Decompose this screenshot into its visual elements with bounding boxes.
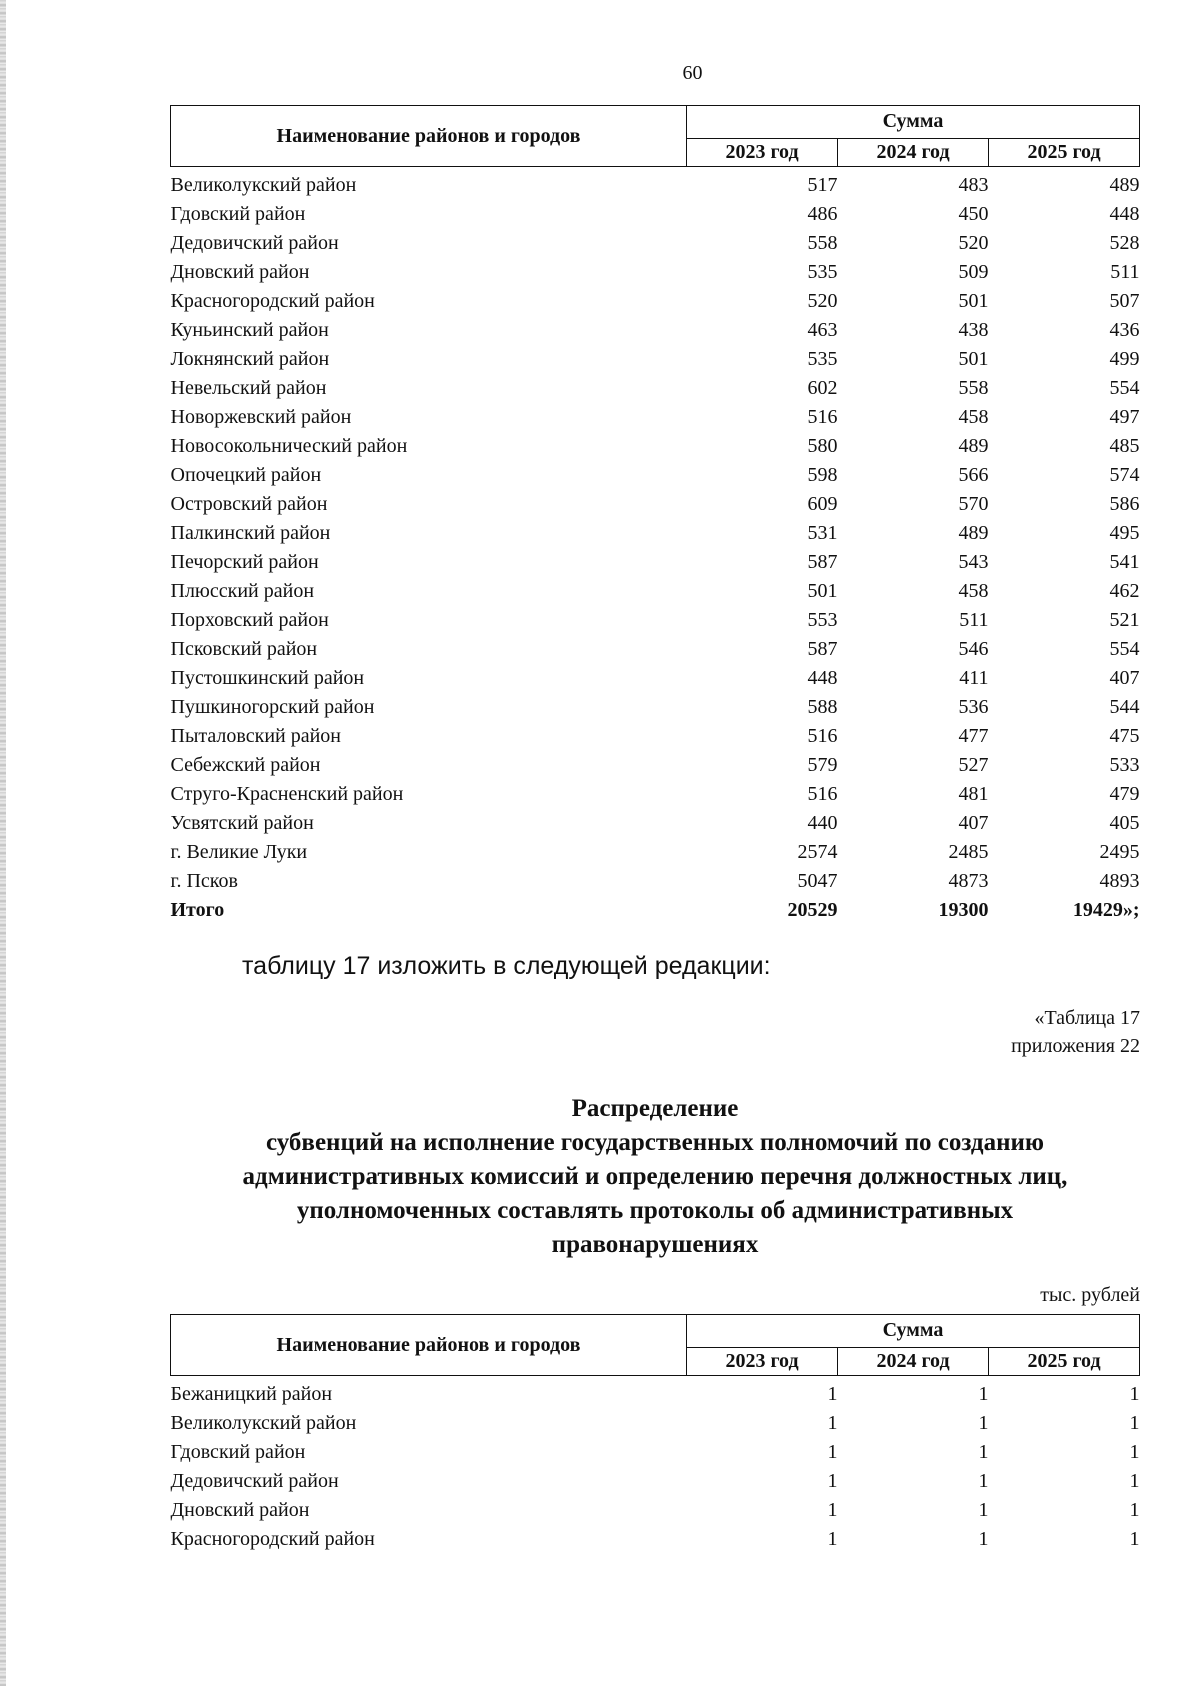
amount-2023: 20529 — [787, 899, 838, 921]
amount-2024: 481 — [958, 783, 989, 805]
amount-2023: 516 — [807, 783, 838, 805]
table-row — [171, 196, 1140, 225]
district-name: г. Псков — [170, 870, 238, 892]
table-caption-number: «Таблица 17 — [1034, 1007, 1140, 1029]
district-name: Красногородский район — [170, 1528, 375, 1550]
district-name: Струго-Красненский район — [170, 783, 404, 805]
table-heading — [170, 1092, 1140, 1262]
amount-2025: 1 — [1129, 1383, 1140, 1405]
table-row — [171, 515, 1140, 544]
table-total-row — [171, 892, 1140, 921]
district-name: Новоржевский район — [170, 406, 352, 428]
amount-2025: 1 — [1129, 1412, 1140, 1434]
table-row — [171, 341, 1140, 370]
column-header-2025: 2025 год — [989, 138, 1140, 166]
amount-2023: 520 — [807, 290, 838, 312]
district-name: Печорский район — [170, 551, 319, 573]
amount-2024: 489 — [958, 435, 989, 457]
amount-2024: 511 — [959, 609, 989, 631]
amount-2025: 533 — [1109, 754, 1140, 776]
amount-2025: 1 — [1129, 1499, 1140, 1521]
amount-2023: 531 — [807, 522, 838, 544]
table-body — [171, 167, 1140, 922]
table-row — [171, 573, 1140, 602]
amount-2024: 546 — [958, 638, 989, 660]
amount-2023: 587 — [807, 638, 838, 660]
amount-2024: 520 — [958, 232, 989, 254]
district-name: Островский район — [170, 493, 328, 515]
table-row — [171, 718, 1140, 747]
amount-2023: 609 — [807, 493, 838, 515]
amount-2023: 463 — [807, 319, 838, 341]
amount-2024: 1 — [978, 1499, 989, 1521]
district-name: Пустошкинский район — [170, 667, 365, 689]
district-name: г. Великие Луки — [170, 841, 308, 863]
amount-2025: 1 — [1129, 1470, 1140, 1492]
district-name: Пыталовский район — [170, 725, 342, 747]
table-row — [171, 805, 1140, 834]
column-header-2024: 2024 год — [838, 1347, 989, 1375]
table-row — [171, 283, 1140, 312]
district-name: Дедовичский район — [170, 1470, 339, 1492]
table-row — [171, 312, 1140, 341]
column-header-2025: 2025 год — [989, 1347, 1140, 1375]
amount-2025: 405 — [1109, 812, 1140, 834]
table-row — [171, 399, 1140, 428]
table-row — [171, 486, 1140, 515]
amount-2025: 544 — [1109, 696, 1140, 718]
amount-2025: 511 — [1110, 261, 1140, 283]
amount-2024: 19300 — [938, 899, 989, 921]
heading-line: субвенций на исполнение государственных полномочий по созданию — [266, 1129, 1044, 1156]
amount-2025: 528 — [1109, 232, 1140, 254]
amount-2023: 579 — [807, 754, 838, 776]
amount-2023: 535 — [807, 348, 838, 370]
amount-2024: 566 — [958, 464, 989, 486]
amount-2025: 521 — [1109, 609, 1140, 631]
district-name: Красногородский район — [170, 290, 375, 312]
amount-2024: 501 — [958, 290, 989, 312]
amount-2024: 4873 — [948, 870, 989, 892]
amount-2025: 507 — [1109, 290, 1140, 312]
amount-2024: 1 — [978, 1470, 989, 1492]
amount-2023: 1 — [827, 1528, 838, 1550]
amount-2023: 580 — [807, 435, 838, 457]
amount-2024: 1 — [978, 1441, 989, 1463]
table-row — [171, 1405, 1140, 1434]
table-row — [171, 689, 1140, 718]
column-header-sum: Сумма — [687, 106, 1140, 139]
amount-2025: 1 — [1129, 1441, 1140, 1463]
table-body — [171, 1376, 1140, 1551]
amount-2025: 407 — [1109, 667, 1140, 689]
district-name: Великолукский район — [170, 174, 357, 196]
amount-2024: 450 — [958, 203, 989, 225]
table-row — [171, 1376, 1140, 1406]
table-row — [171, 225, 1140, 254]
table-row — [171, 834, 1140, 863]
amount-2024: 543 — [958, 551, 989, 573]
district-name: Великолукский район — [170, 1412, 357, 1434]
district-name: Порховский район — [170, 609, 329, 631]
district-name: Усвятский район — [170, 812, 314, 834]
district-name: Дновский район — [170, 261, 310, 283]
district-name: Дновский район — [170, 1499, 310, 1521]
amount-2025: 448 — [1109, 203, 1140, 225]
amount-2023: 516 — [807, 725, 838, 747]
table-row — [171, 1492, 1140, 1521]
table-row — [171, 254, 1140, 283]
table-row — [171, 602, 1140, 631]
column-header-name: Наименование районов и городов — [171, 1315, 687, 1376]
amount-2023: 501 — [807, 580, 838, 602]
district-name: Пушкиногорский район — [170, 696, 375, 718]
amount-2024: 458 — [958, 406, 989, 428]
amount-2023: 1 — [827, 1383, 838, 1405]
district-name: Новосокольнический район — [170, 435, 408, 457]
unit-label: тыс. рублей — [1040, 1284, 1140, 1306]
amount-2025: 554 — [1109, 638, 1140, 660]
amount-2025: 485 — [1109, 435, 1140, 457]
amount-2024: 1 — [978, 1383, 989, 1405]
amount-2025: 541 — [1109, 551, 1140, 573]
amount-2024: 411 — [959, 667, 989, 689]
amount-2023: 553 — [807, 609, 838, 631]
column-header-2024: 2024 год — [838, 138, 989, 166]
column-header-2023: 2023 год — [687, 138, 838, 166]
district-name: Псковский район — [170, 638, 318, 660]
amount-2023: 588 — [807, 696, 838, 718]
district-name: Гдовский район — [170, 203, 306, 225]
amount-2024: 483 — [958, 174, 989, 196]
column-header-2023: 2023 год — [687, 1347, 838, 1375]
amount-2023: 516 — [807, 406, 838, 428]
amount-2023: 448 — [807, 667, 838, 689]
amount-2023: 2574 — [797, 841, 838, 863]
table-row — [171, 428, 1140, 457]
heading-line: правонарушениях — [551, 1231, 759, 1258]
amount-2024: 489 — [958, 522, 989, 544]
table-row — [171, 747, 1140, 776]
admin-commissions-table — [170, 1314, 1140, 1550]
amount-2023: 587 — [807, 551, 838, 573]
amount-2024: 501 — [958, 348, 989, 370]
amount-2023: 602 — [807, 377, 838, 399]
amount-2025: 436 — [1109, 319, 1140, 341]
amount-2023: 440 — [807, 812, 838, 834]
table-row — [171, 1521, 1140, 1550]
column-header-name: Наименование районов и городов — [171, 106, 687, 167]
amount-2024: 527 — [958, 754, 989, 776]
amount-2025: 586 — [1109, 493, 1140, 515]
district-name: Палкинский район — [170, 522, 331, 544]
amount-2025: 479 — [1109, 783, 1140, 805]
amount-2025: 462 — [1109, 580, 1140, 602]
amount-2023: 1 — [827, 1412, 838, 1434]
amount-2024: 458 — [958, 580, 989, 602]
table-row — [171, 544, 1140, 573]
amount-2024: 1 — [978, 1528, 989, 1550]
amount-2025: 489 — [1109, 174, 1140, 196]
table-caption-appendix: приложения 22 — [1011, 1035, 1140, 1057]
amount-2025: 495 — [1109, 522, 1140, 544]
scan-edge — [0, 0, 6, 1686]
instruction-text: таблицу 17 изложить в следующей редакции: — [242, 952, 771, 980]
amount-2024: 477 — [958, 725, 989, 747]
heading-line: Распределение — [571, 1095, 739, 1122]
amount-2025: 574 — [1109, 464, 1140, 486]
table-row — [171, 167, 1140, 197]
district-name: Себежский район — [170, 754, 321, 776]
district-name: Дедовичский район — [170, 232, 339, 254]
table-row — [171, 457, 1140, 486]
amount-2023: 517 — [807, 174, 838, 196]
table-row — [171, 863, 1140, 892]
district-name: Куньинский район — [170, 319, 329, 341]
table-row — [171, 631, 1140, 660]
amount-2023: 1 — [827, 1470, 838, 1492]
amount-2023: 598 — [807, 464, 838, 486]
amount-2025: 19429»; — [1072, 899, 1140, 921]
district-name: Невельский район — [170, 377, 327, 399]
heading-line: уполномоченных составлять протоколы об административных — [296, 1197, 1014, 1224]
amount-2024: 2485 — [948, 841, 989, 863]
district-name: Итого — [170, 899, 225, 921]
district-name: Опочецкий район — [170, 464, 322, 486]
amount-2025: 4893 — [1099, 870, 1140, 892]
amount-2024: 407 — [958, 812, 989, 834]
district-name: Плюсский район — [170, 580, 315, 602]
amount-2025: 1 — [1129, 1528, 1140, 1550]
amount-2024: 570 — [958, 493, 989, 515]
page-number: 60 — [682, 62, 703, 84]
amount-2024: 438 — [958, 319, 989, 341]
amount-2023: 1 — [827, 1499, 838, 1521]
table-row — [171, 776, 1140, 805]
amount-2025: 499 — [1109, 348, 1140, 370]
subsidies-table-continued — [170, 105, 1140, 921]
amount-2023: 558 — [807, 232, 838, 254]
amount-2024: 1 — [978, 1412, 989, 1434]
amount-2023: 486 — [807, 203, 838, 225]
district-name: Локнянский район — [170, 348, 330, 370]
heading-line: административных комиссий и определению перечня должностных лиц, — [242, 1163, 1068, 1190]
district-name: Гдовский район — [170, 1441, 306, 1463]
table-row — [171, 660, 1140, 689]
amount-2025: 2495 — [1099, 841, 1140, 863]
amount-2024: 509 — [958, 261, 989, 283]
column-header-sum: Сумма — [687, 1315, 1140, 1348]
amount-2024: 558 — [958, 377, 989, 399]
district-name: Бежаницкий район — [170, 1383, 333, 1405]
amount-2023: 5047 — [797, 870, 838, 892]
amount-2025: 554 — [1109, 377, 1140, 399]
amount-2025: 497 — [1109, 406, 1140, 428]
table-row — [171, 1463, 1140, 1492]
table-row — [171, 370, 1140, 399]
amount-2024: 536 — [958, 696, 989, 718]
table-row — [171, 1434, 1140, 1463]
amount-2023: 1 — [827, 1441, 838, 1463]
amount-2023: 535 — [807, 261, 838, 283]
amount-2025: 475 — [1109, 725, 1140, 747]
